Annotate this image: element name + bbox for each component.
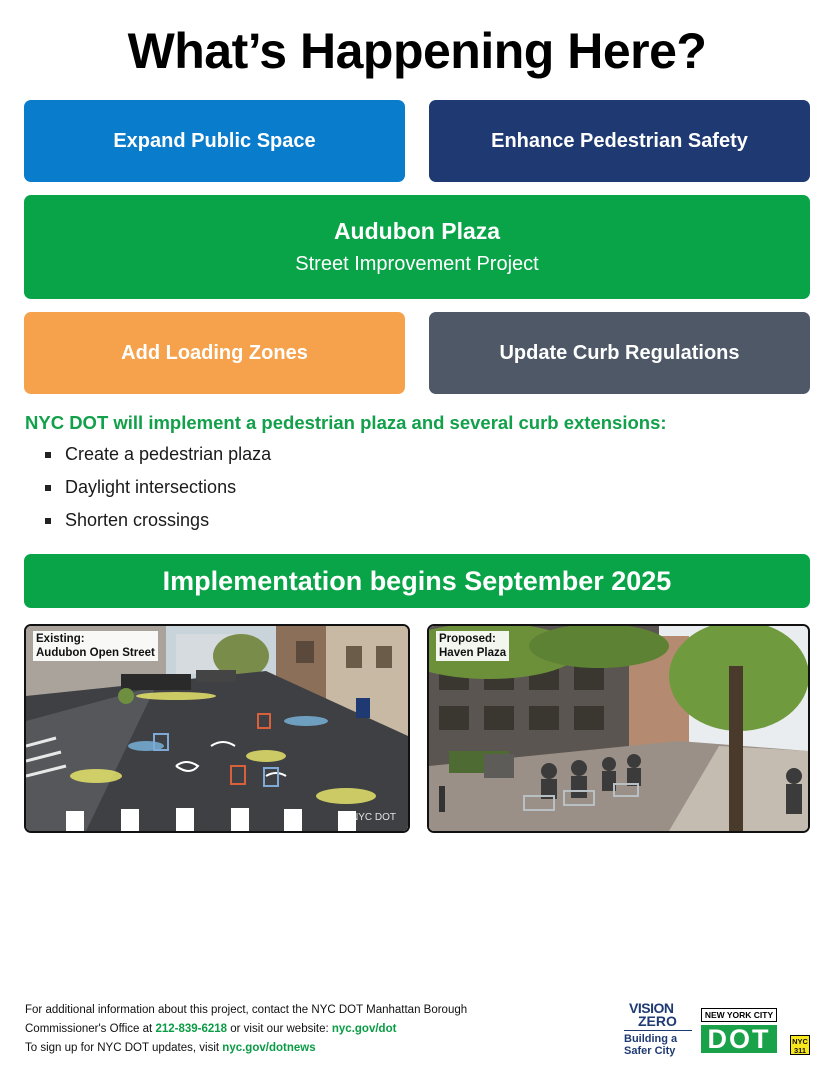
tile-label: Expand Public Space — [113, 129, 316, 152]
list-item-text: Shorten crossings — [65, 510, 210, 530]
proposed-plaza-photo — [427, 624, 810, 833]
footer-text: Commissioner's Office at — [25, 1023, 156, 1035]
photo-credit: ©NYC DOT — [343, 812, 396, 823]
tile-enhance-pedestrian-safety — [429, 100, 810, 182]
footer-text: or visit our website: — [227, 1023, 332, 1035]
logo-tagline — [624, 1030, 692, 1057]
updates-link[interactable]: nyc.gov/dotnews — [222, 1042, 316, 1054]
photo-caption — [436, 631, 509, 661]
footer-text: To sign up for NYC DOT updates, visit — [25, 1042, 223, 1054]
caption-line: Audubon Open Street — [36, 647, 155, 659]
list-item — [45, 444, 271, 477]
tile-expand-public-space — [24, 100, 405, 182]
caption-line: Existing: — [36, 633, 85, 645]
bullet-icon — [45, 452, 51, 458]
page-title: What’s Happening Here? — [127, 23, 707, 79]
logo-text: NEW YORK CITY — [701, 1008, 777, 1022]
phone-number[interactable]: 212-839-6218 — [155, 1023, 228, 1035]
list-item-text: Daylight intersections — [65, 477, 237, 497]
nyc-311-logo — [790, 1035, 810, 1055]
tile-label: Update Curb Regulations — [499, 341, 740, 364]
tile-label: Enhance Pedestrian Safety — [491, 129, 748, 152]
logo-text: ZERO — [638, 1013, 677, 1029]
tile-update-curb-regulations — [429, 312, 810, 394]
website-link[interactable]: nyc.gov/dot — [331, 1023, 397, 1035]
existing-street-photo — [24, 624, 410, 833]
bullet-icon — [45, 485, 51, 491]
project-subtitle: Street Improvement Project — [295, 253, 539, 275]
nyc-dot-logo — [701, 1008, 777, 1054]
footer-line — [25, 1039, 467, 1058]
list-item — [45, 510, 271, 543]
logo-text: Building a — [624, 1033, 678, 1045]
intro-statement: NYC DOT will implement a pedestrian plaza and several curb extensions: — [25, 412, 667, 433]
caption-line: Proposed: — [439, 633, 496, 645]
list-item — [45, 477, 271, 510]
implementation-banner — [24, 554, 810, 608]
footer-contact — [25, 1001, 467, 1058]
logo-text: VISION — [629, 1000, 674, 1016]
tile-add-loading-zones — [24, 312, 405, 394]
footer-line: For additional information about this project, contact the NYC DOT Manhattan Borough — [25, 1004, 468, 1016]
bullet-list — [45, 444, 271, 543]
logo-text: 311 — [793, 1046, 807, 1055]
logo-text: NYC — [792, 1037, 808, 1046]
list-item-text: Create a pedestrian plaza — [65, 444, 272, 464]
photo-caption — [33, 631, 158, 661]
tile-project-name — [24, 195, 810, 299]
logo-text: DOT — [701, 1025, 777, 1053]
logo-text: Safer City — [624, 1045, 676, 1057]
tile-label: Add Loading Zones — [121, 341, 308, 364]
bullet-icon — [45, 518, 51, 524]
banner-text: Implementation begins September 2025 — [162, 565, 672, 596]
vision-zero-logo — [624, 1002, 692, 1058]
project-name: Audubon Plaza — [333, 218, 501, 244]
footer-line — [25, 1020, 467, 1039]
caption-line: Haven Plaza — [439, 647, 507, 659]
